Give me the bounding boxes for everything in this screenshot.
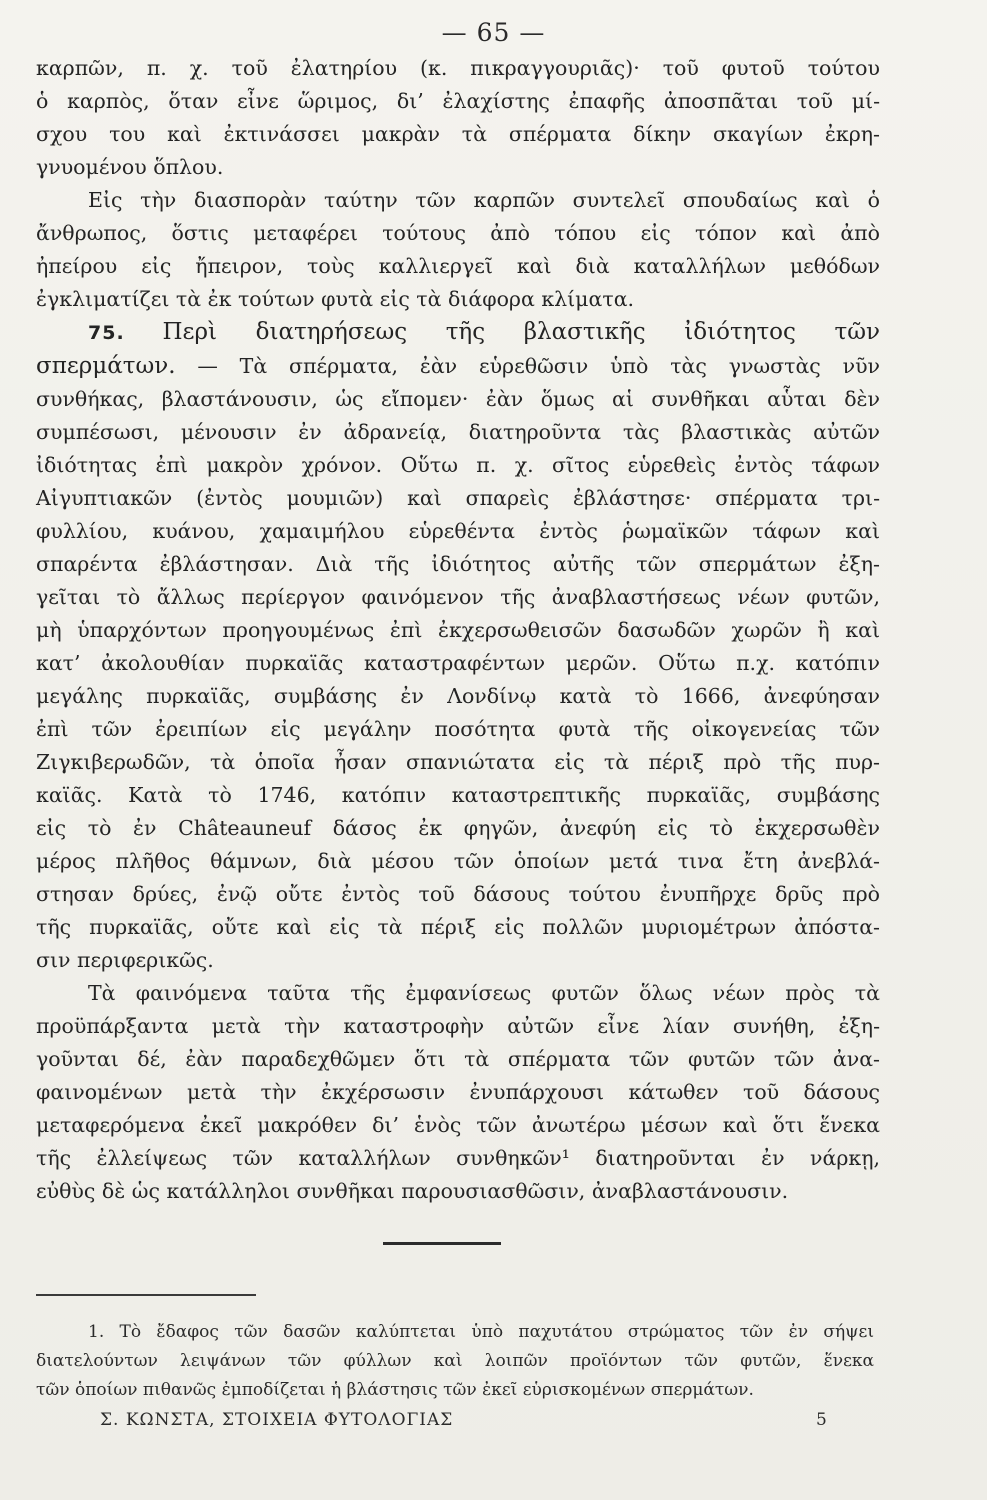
text-line: μεγάλης πυρκαϊᾶς, συμβάσης ἐν Λονδίνῳ κατὰ τὸ 1666, ἀνεφύησαν [36, 684, 880, 708]
text-line: μεταφερόμενα ἐκεῖ μακρόθεν δι’ ἑνὸς τῶν ἀνωτέρω μέσων καὶ ὅτι ἕνεκα [36, 1113, 880, 1137]
text-line: φυλλίου, κυάνου, χαμαιμήλου εὑρεθέντα ἐντὸς ῥωμαϊκῶν τάφων καὶ [36, 519, 880, 543]
text-line: συμπέσωσι, μένουσιν ἐν ἀδρανείᾳ, διατηροῦντα τὰς βλαστικὰς αὐτῶν [36, 420, 880, 444]
footnote-line: τῶν ὁποίων πιθανῶς ἐμποδίζεται ἡ βλάστησις τῶν ἐκεῖ εὑρισκομένων σπερμάτων. [36, 1380, 754, 1400]
text-line: τῆς ἐλλείψεως τῶν καταλλήλων συνθηκῶν¹ διατηροῦνται ἐν νάρκῃ, [36, 1146, 880, 1170]
section-text-start: — Τὰ σπέρματα, ἐὰν εὑρεθῶσιν ὑπὸ τὰς γνωστὰς νῦν [197, 354, 880, 378]
footnote [36, 1318, 874, 1405]
footnote-line: 1. Τὸ ἔδαφος τῶν δασῶν καλύπτεται ὑπὸ παχυτάτου στρώματος τῶν ἐν σήψει [88, 1322, 874, 1342]
section-heading-line [36, 316, 880, 350]
section-75 [36, 316, 880, 977]
text-line: σπαρέντα ἐβλάστησαν. Διὰ τῆς ἰδιότητος αὐτῆς τῶν σπερμάτων ἐξη- [36, 552, 880, 576]
paragraph-1 [36, 52, 880, 184]
section-number: 75. [88, 322, 125, 344]
text-line: κατ’ ἀκολουθίαν πυρκαϊᾶς καταστραφέντων μερῶν. Οὕτω π.χ. κατόπιν [36, 651, 880, 675]
text-line: Ζιγκιβερωδῶν, τὰ ὁποῖα ἦσαν σπανιώτατα εἰς τὰ πέριξ πρὸ τῆς πυρ- [36, 750, 880, 774]
paragraph-4 [36, 977, 880, 1208]
paragraph-2 [36, 184, 880, 316]
text-line: ὁ καρπὸς, ὅταν εἶνε ὥριμος, δι’ ἐλαχίστης ἐπαφῆς ἀποσπᾶται τοῦ μί- [36, 89, 880, 113]
footnote-rule [36, 1294, 256, 1296]
text-line: καρπῶν, π. χ. τοῦ ἐλατηρίου (κ. πικραγγουριᾶς)· τοῦ φυτοῦ τούτου [36, 56, 880, 80]
text-line: φαινομένων μετὰ τὴν ἐκχέρσωσιν ἐνυπάρχουσι κάτωθεν τοῦ δάσους [36, 1080, 880, 1104]
text-line: Τὰ φαινόμενα ταῦτα τῆς ἐμφανίσεως φυτῶν ὅλως νέων πρὸς τὰ [88, 981, 880, 1005]
text-line: Αἰγυπτιακῶν (ἐντὸς μουμιῶν) καὶ σπαρεὶς ἐβλάστησε· σπέρματα τρι- [36, 486, 880, 510]
footer-signature-mark: 5 [816, 1410, 827, 1430]
text-line: ἐγκλιματίζει τὰ ἐκ τούτων φυτὰ εἰς τὰ διάφορα κλίματα. [36, 287, 635, 311]
text-line: τῆς πυρκαϊᾶς, οὔτε καὶ εἰς τὰ πέριξ εἰς πολλῶν μυριομέτρων ἀπόστα- [36, 915, 880, 939]
text-line: μέρος πλῆθος θάμνων, διὰ μέσου τῶν ὁποίων μετά τινα ἔτη ἀνεβλά- [36, 849, 880, 873]
text-line: συνθήκας, βλαστάνουσιν, ὡς εἴπομεν· ἐὰν ὅμως αἱ συνθῆκαι αὗται δὲν [36, 387, 880, 411]
text-line: γοῦνται δέ, ἐὰν παραδεχθῶμεν ὅτι τὰ σπέρματα τῶν φυτῶν τῶν ἀνα- [36, 1047, 880, 1071]
text-line: γεῖται τὸ ἄλλως περίεργον φαινόμενον τῆς ἀναβλαστήσεως νέων φυτῶν, [36, 585, 880, 609]
section-divider [383, 1242, 501, 1245]
section-heading-line-2 [36, 350, 880, 383]
text-line: γνυομένου ὅπλου. [36, 155, 224, 179]
text-line: καϊᾶς. Κατὰ τὸ 1746, κατόπιν καταστρεπτικῆς πυρκαϊᾶς, συμβάσης [36, 783, 880, 807]
section-title-end: σπερμάτων. [36, 353, 176, 379]
text-line: Εἰς τὴν διασπορὰν ταύτην τῶν καρπῶν συντελεῖ σπουδαίως καὶ ὁ [88, 188, 880, 212]
text-line: σχου του καὶ ἐκτινάσσει μακρὰν τὰ σπέρματα δίκην σκαγίων ἐκρη- [36, 122, 880, 146]
text-line: προϋπάρξαντα μετὰ τὴν καταστροφὴν αὐτῶν εἶνε λίαν συνήθη, ἐξη- [36, 1014, 880, 1038]
text-line: εἰς τὸ ἐν Châteauneuf δάσος ἐκ φηγῶν, ἀνεφύη εἰς τὸ ἐκχερσωθὲν [36, 816, 880, 840]
text-line: ἰδιότητας ἐπὶ μακρὸν χρόνον. Οὕτω π. χ. σῖτος εὑρεθεὶς ἐντὸς τάφων [36, 453, 880, 477]
text-line: ἄνθρωπος, ὅστις μεταφέρει τούτους ἀπὸ τόπου εἰς τόπον καὶ ἀπὸ [36, 221, 880, 245]
text-line: ἐπὶ τῶν ἐρειπίων εἰς μεγάλην ποσότητα φυτὰ τῆς οἰκογενείας τῶν [36, 717, 880, 741]
text-line: σιν περιφερικῶς. [36, 948, 214, 972]
footnote-line: διατελούντων λειψάνων τῶν φύλλων καὶ λοιπῶν προϊόντων τῶν φυτῶν, ἕνεκα [36, 1351, 874, 1371]
text-line: μὴ ὑπαρχόντων προηγουμένως ἐπὶ ἐκχερσωθεισῶν δασωδῶν χωρῶν ἢ καὶ [36, 618, 880, 642]
section-title: Περὶ διατηρήσεως τῆς βλαστικῆς ἰδιότητος τῶν [162, 319, 880, 345]
page-number: — 65 — [441, 18, 546, 47]
text-line: στησαν δρύες, ἐνῷ οὔτε ἐντὸς τοῦ δάσους τούτου ἐνυπῆρχε δρῦς πρὸ [36, 882, 880, 906]
text-line: ἠπείρου εἰς ἤπειρον, τοὺς καλλιεργεῖ καὶ διὰ καταλλήλων μεθόδων [36, 254, 880, 278]
body-text [36, 52, 880, 1208]
footer-author: Σ. ΚΩΝΣΤΑ, ΣΤΟΙΧΕΙΑ ΦΥΤΟΛΟΓΙΑΣ [100, 1410, 454, 1430]
text-line: εὐθὺς δὲ ὡς κατάλληλοι συνθῆκαι παρουσιασθῶσιν, ἀναβλαστάνουσιν. [36, 1179, 789, 1203]
